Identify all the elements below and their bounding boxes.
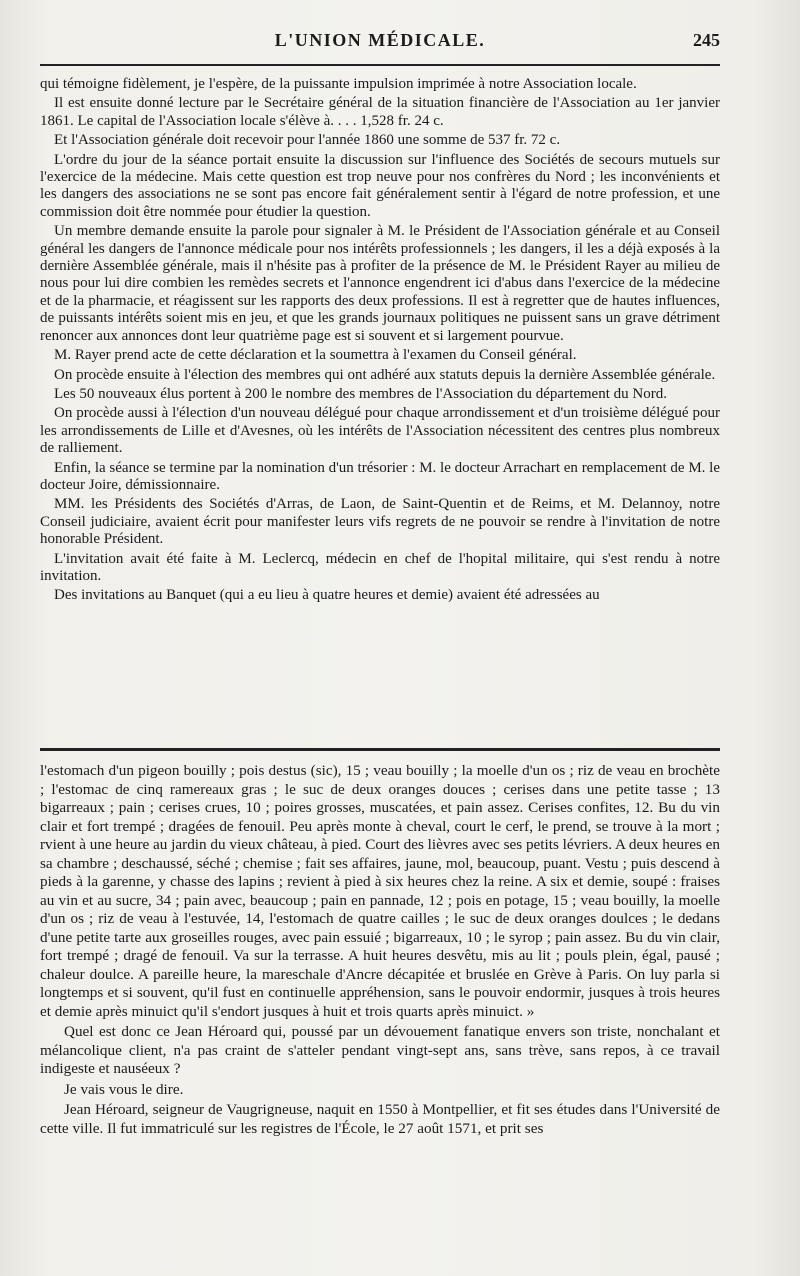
paragraph: Jean Héroard, seigneur de Vaugrigneuse, naquit en 1550 à Montpellier, et fit ses études dans l'Université de cette ville. Il fut immatriculé sur les registres de l'École, le 27 août 1571, et prit ses bbox=[40, 1101, 720, 1137]
paragraph: MM. les Présidents des Sociétés d'Arras, de Laon, de Saint-Quentin et de Reims, et M. Delannoy, notre Conseil judiciaire, avaient écrit pour manifester leurs vifs regrets de ne pouvoir se rendre à l'invitation de notre honorable Président. bbox=[40, 496, 720, 548]
paragraph: Je vais vous le dire. bbox=[64, 1080, 184, 1098]
paragraph: L'invitation avait été faite à M. Leclercq, médecin en chef de l'hopital militaire, qui s'est rendu à notre invitation. bbox=[40, 550, 720, 584]
paragraph: M. Rayer prend acte de cette déclaration et la soumettra à l'examen du Conseil général. bbox=[54, 347, 577, 364]
upper-article bbox=[40, 76, 720, 607]
paragraph: Quel est donc ce Jean Héroard qui, poussé par un dévouement fanatique envers son triste, nonchalant et mélancolique client, n'a pas craint de s'atteler pendant vingt-sept ans, sans trève, sans repos, à ce travail indigeste et nauséeux ? bbox=[40, 1023, 720, 1077]
paragraph: Enfin, la séance se termine par la nomination d'un trésorier : M. le docteur Arrachart en remplacement de M. le docteur Joire, démissionnaire. bbox=[40, 459, 720, 493]
paragraph: On procède aussi à l'élection d'un nouveau délégué pour chaque arrondissement et d'un troisième délégué pour les arrondissements de Lille et d'Avesnes, où les intérêts de l'Association nécessitent des centres plus nombreux de ralliement. bbox=[40, 405, 720, 457]
header-rule bbox=[40, 64, 720, 66]
paragraph: qui témoigne fidèlement, je l'espère, de la puissante impulsion imprimée à notre Association locale. bbox=[40, 76, 637, 92]
paragraph: On procède ensuite à l'élection des membres qui ont adhéré aux statuts depuis la dernière Assemblée générale. bbox=[54, 366, 716, 383]
paragraph: l'estomach d'un pigeon bouilly ; pois destus (sic), 15 ; veau bouilly ; la moelle d'un os ; riz de veau en brochète ; l'estomac de cinq ramereaux gras ; le suc de deux oranges douces ; cerises dans une petite tasse ; 13 bigarreaux ; pain ; cerises crues, 10 ; poires grosses, muscatées, et pain assez. Cerises confites, 12. Bu du vin clair et fort trempé ; dragées de fenouil. Peu après monte à cheval, court le cerf, le prend, se trouve à la mort ; rvient à une heure au jardin du vieux château, à pied. Court des lièvres avec ses petits lévriers. A deux heures en sa chambre ; deschaussé, séché ; chemise ; fait ses affaires, jaune, mol, beaucoup, puant. Vestu ; puis descend à pieds à la garenne, y chasse des lapins ; revient à pied à six heures chez la reine. A six et demie, soupé : fraises au vin et au sucre, 34 ; pain avec, beaucoup ; pain en pannade, 12 ; pois en potage, 15 ; veau bouilly, la moelle d'un os ; riz de veau à l'estuvée, 14, l'estomach de quatre cailles ; le suc de deux oranges doulces ; le dedans d'une petite tarte aux groseilles rouges, avec pain essuié ; bigarreaux, 10 ; le syrop ; pain assez. Bu du vin clair, fort trempé ; dragé de fenouil. Va sur la terrasse. A huit heures desvêtu, mis au lit ; pouls plein, égal, pausé ; chaleur doulce. A pareille heure, la mareschale d'Ancre décapitée et bruslée en Grève à Paris. On luy parla si longtemps et si souvent, qu'il fust en continuelle appréhension, sans le pouvoir endormir, jusques à trois heures et demie après minuict qu'il s'endort jusques à huit et trois quarts après minuict. » bbox=[40, 762, 720, 1020]
paragraph: L'ordre du jour de la séance portait ensuite la discussion sur l'influence des Sociétés de secours mutuels sur l'exercice de la médecine. Mais cette question est trop neuve pour nos confrères du Nord ; les inconvénients et les dangers des associations ne se sont pas encore fait généralement sentir à l'égard de notre profession, et une commission doit être nommée pour étudier la question. bbox=[40, 151, 720, 220]
paragraph: Il est ensuite donné lecture par le Secrétaire général de la situation financière de l'Association au 1er janvier 1861. Le capital de l'Association locale s'élève à. . . . 1,528 fr. 24 c. bbox=[40, 95, 720, 129]
page-number: 245 bbox=[693, 30, 720, 50]
paragraph: Les 50 nouveaux élus portent à 200 le nombre des membres de l'Association du département du Nord. bbox=[54, 385, 667, 402]
paragraph: Un membre demande ensuite la parole pour signaler à M. le Président de l'Association générale et au Conseil général les dangers de l'annonce médicale pour nos intérêts professionnels ; les dangers, il les a déjà exposés à la dernière Assemblée générale, mais il n'hésite pas à profiter de la présence de M. le Président Rayer au milieu de nous pour lui dire combien les remèdes secrets et l'annonce engendrent ici d'abus dans l'exercice de la médecine et de la pharmacie, et réagissent sur les rapports des deux professions. Il est à regretter que de hautes influences, de puissants intérêts soient mis en jeu, et que les grands journaux politiques ne puissent sans un grave détriment renoncer aux annonces dont leur quatrième page est si souvent et si largement pourvue. bbox=[40, 223, 720, 344]
feuilleton-rule bbox=[40, 748, 720, 751]
feuilleton-text bbox=[40, 762, 720, 1140]
page-header bbox=[40, 28, 720, 58]
paragraph: Et l'Association générale doit recevoir pour l'année 1860 une somme de 537 fr. 72 c. bbox=[54, 132, 561, 149]
paragraph: Des invitations au Banquet (qui a eu lieu à quatre heures et demie) avaient été adressées au bbox=[54, 587, 600, 604]
running-title: L'UNION MÉDICALE. bbox=[274, 30, 486, 50]
